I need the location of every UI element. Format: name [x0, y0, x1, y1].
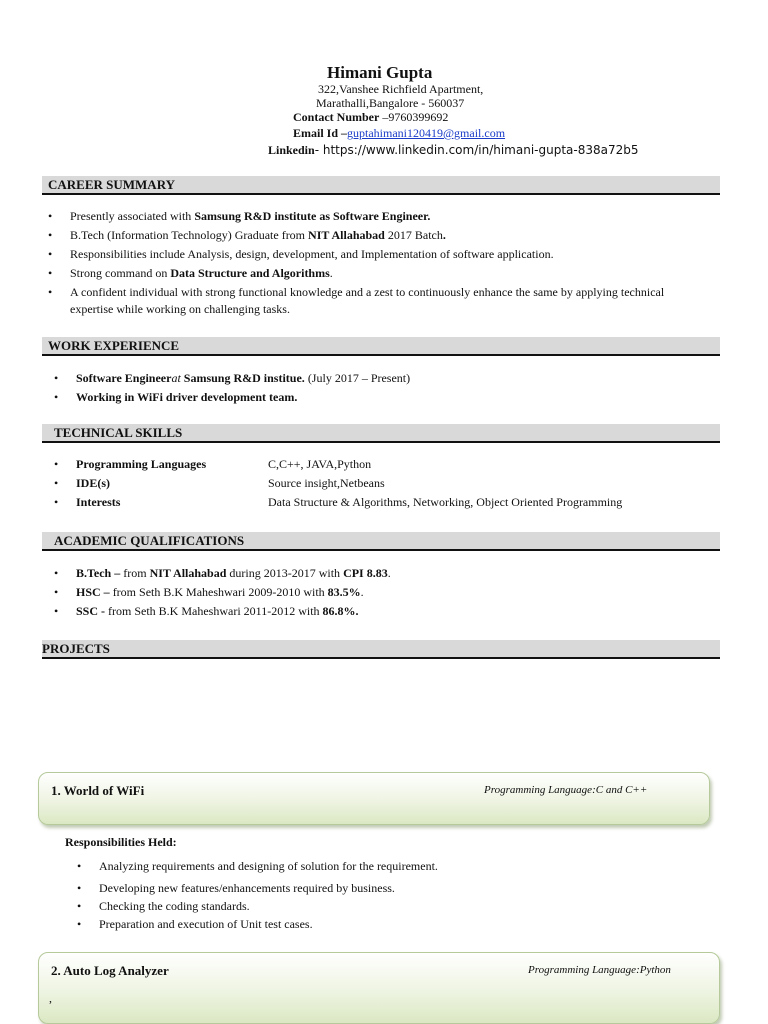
skill-row: • Interests Data Structure & Algorithms, Networking, Object Oriented Programming: [76, 494, 716, 513]
technical-skills-list: [76, 456, 716, 513]
list-item: • Responsibilities include Analysis, design, development, and Implementation of software application.: [70, 246, 730, 263]
list-item: • HSC – from Seth B.K Maheshwari 2009-2010 with 83.5%.: [76, 584, 716, 601]
list-item: • Developing new features/enhancements required by business.: [99, 880, 699, 897]
list-item: • Presently associated with Samsung R&D institute as Software Engineer.: [70, 208, 730, 225]
linkedin-url[interactable]: https://www.linkedin.com/in/himani-gupta-838a72b5: [322, 143, 639, 157]
address-line-2: Marathalli,Bangalore - 560037: [316, 96, 465, 110]
list-item: • B.Tech (Information Technology) Graduate from NIT Allahabad 2017 Batch.: [70, 227, 730, 244]
skill-row: • Programming Languages C,C++, JAVA,Python: [76, 456, 716, 475]
list-item: • Working in WiFi driver development team.: [76, 389, 716, 406]
work-experience-list: [76, 370, 716, 408]
skill-row: • IDE(s) Source insight,Netbeans: [76, 475, 716, 494]
list-item: • A confident individual with strong functional knowledge and a zest to continuously enhance the same by applying technical expertise while working on challenging tasks.: [70, 284, 730, 318]
list-item: • B.Tech – from NIT Allahabad during 2013-2017 with CPI 8.83.: [76, 565, 716, 582]
section-work-experience: WORK EXPERIENCE: [42, 337, 720, 356]
academic-list: [76, 565, 716, 622]
career-summary-list: [70, 208, 730, 320]
list-item: • Analyzing requirements and designing of solution for the requirement.: [99, 858, 699, 875]
contact-label: Contact Number: [293, 110, 380, 124]
list-item: • Strong command on Data Structure and Algorithms.: [70, 265, 730, 282]
project-1-card: [38, 772, 710, 825]
project-1-title: 1. World of WiFi: [51, 783, 145, 798]
candidate-name: Himani Gupta: [327, 63, 433, 82]
email-link[interactable]: guptahimani120419@gmail.com: [347, 126, 506, 140]
section-technical-skills: TECHNICAL SKILLS: [42, 424, 720, 443]
email: Email Id –guptahimani120419@gmail.com: [293, 126, 506, 140]
list-item: • SSC - from Seth B.K Maheshwari 2011-2012 with 86.8%.: [76, 603, 716, 620]
project-2-card: [38, 952, 720, 1024]
contact-value: 9760399692: [388, 110, 449, 124]
section-projects: PROJECTS: [42, 640, 720, 659]
list-item: • Software Engineerat Samsung R&D institue. (July 2017 – Present): [76, 370, 716, 387]
responsibilities-label: Responsibilities Held:: [65, 835, 177, 849]
project-2-note: ,: [49, 991, 52, 1005]
address-line-1: 322,Vanshee Richfield Apartment,: [318, 82, 484, 96]
linkedin-label: Linkedin: [268, 143, 315, 157]
linkedin: Linkedin- https://www.linkedin.com/in/himani-gupta-838a72b5: [268, 143, 639, 157]
project-1-responsibilities: [99, 858, 699, 935]
project-1-language: Programming Language:C and C++: [484, 784, 648, 796]
list-item: • Checking the coding standards.: [99, 898, 699, 915]
project-2-title: 2. Auto Log Analyzer: [51, 963, 169, 978]
contact-number: Contact Number –9760399692: [293, 110, 449, 124]
section-career-summary: CAREER SUMMARY: [42, 176, 720, 195]
email-label: Email Id: [293, 126, 339, 140]
list-item: • Preparation and execution of Unit test cases.: [99, 916, 699, 933]
project-2-language: Programming Language:Python: [528, 964, 671, 976]
section-academic-qualifications: ACADEMIC QUALIFICATIONS: [42, 532, 720, 551]
